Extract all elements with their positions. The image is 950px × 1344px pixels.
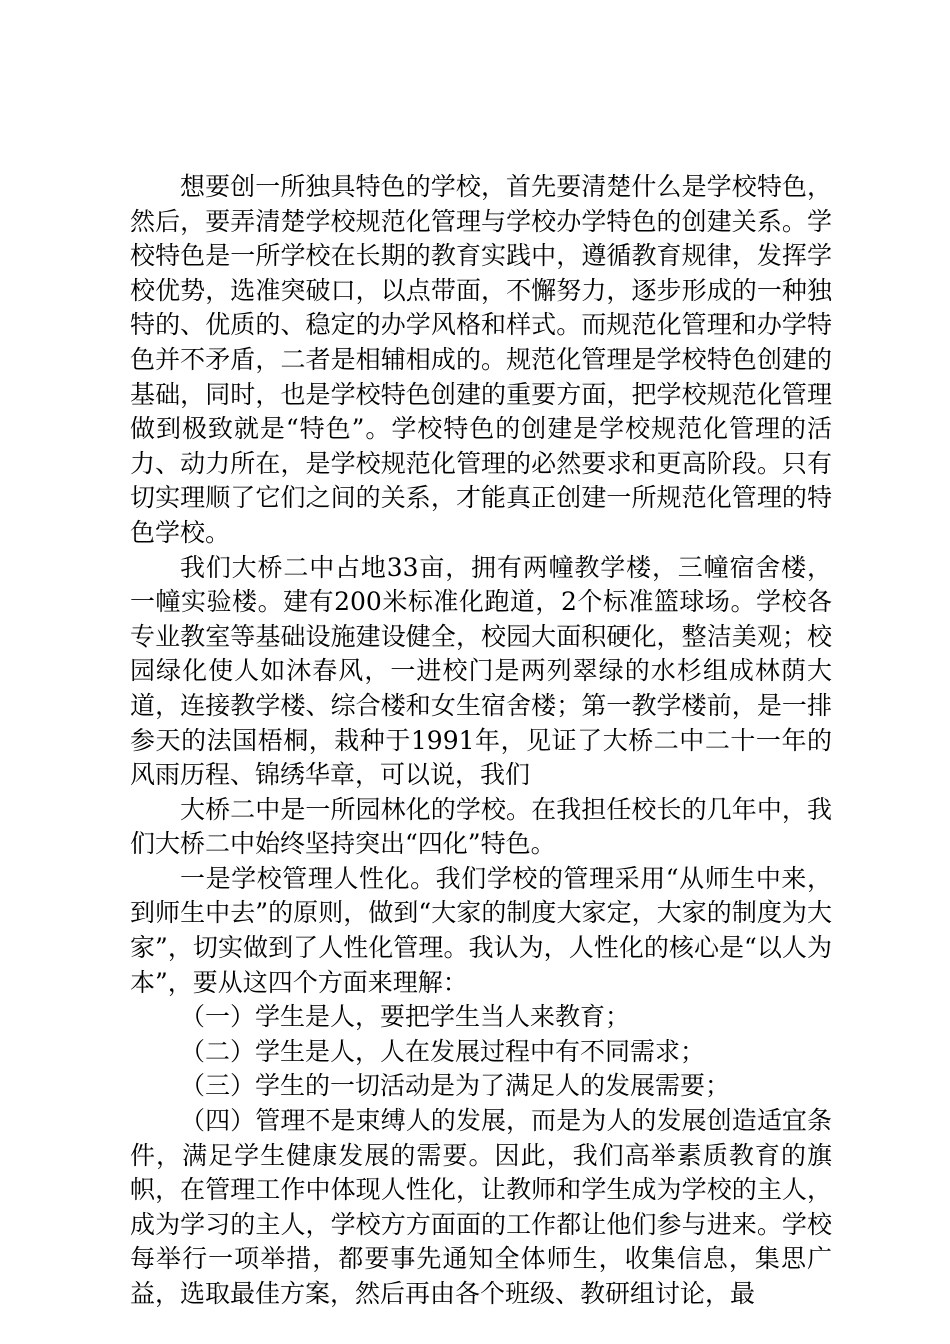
paragraph-point-one: （一）学生是人，要把学生当人来教育； [180, 1002, 631, 1032]
paragraph-point-four: （四）管理不是束缚人的发展，而是为人的发展创造适宜条件，满足学生健康发展的需要。因此，我们高举素质教育的旗帜，在管理工作中体现人性化，让教师和学生成为学校的主人，成为学习的主人，学校方方面面的工作都让他们参与进来。学校每举行一项举措，都要事先通知全体师生，收集信息，集思广益，选取最佳方案，然后再由各个班级、教研组讨论，最 [130, 1106, 832, 1308]
paragraph-campus-facilities: 我们大桥二中占地33亩，拥有两幢教学楼，三幢宿舍楼，一幢实验楼。建有200米标准化跑道，2个标准篮球场。学校各专业教室等基础设施建设健全，校园大面积硬化，整洁美观；校园绿化使人如沐春风，一进校门是两列翠绿的水杉组成林荫大道，连接教学楼、综合楼和女生宿舍楼；第一教学楼前，是一排参天的法国梧桐，栽种于1991年，见证了大桥二中二十一年的风雨历程、锦绣华章，可以说，我们 [130, 552, 832, 790]
paragraph-garden-school: 大桥二中是一所园林化的学校。在我担任校长的几年中，我们大桥二中始终坚持突出“四化”特色。 [130, 794, 832, 859]
paragraph-humanized-management: 一是学校管理人性化。我们学校的管理采用“从师生中来，到师生中去”的原则，做到“大家的制度大家定，大家的制度为大家”，切实做到了人性化管理。我认为，人性化的核心是“以人为本”，要从这四个方面来理解： [130, 863, 832, 997]
paragraph-point-three: （三）学生的一切活动是为了满足人的发展需要； [180, 1071, 731, 1101]
paragraph-point-two: （二）学生是人，人在发展过程中有不同需求； [180, 1036, 706, 1066]
paragraph-school-characteristics: 想要创一所独具特色的学校，首先要清楚什么是学校特色，然后，要弄清楚学校规范化管理与学校办学特色的创建关系。学校特色是一所学校在长期的教育实践中，遵循教育规律，发挥学校优势，选准突破口，以点带面，不懈努力，逐步形成的一种独特的、优质的、稳定的办学风格和样式。而规范化管理和办学特色并不矛盾，二者是相辅相成的。规范化管理是学校特色创建的基础，同时，也是学校特色创建的重要方面，把学校规范化管理做到极致就是“特色”。学校特色的创建是学校规范化管理的活力、动力所在，是学校规范化管理的必然要求和更高阶段。只有切实理顺了它们之间的关系，才能真正创建一所规范化管理的特色学校。 [130, 172, 832, 547]
document-page [130, 170, 832, 1312]
